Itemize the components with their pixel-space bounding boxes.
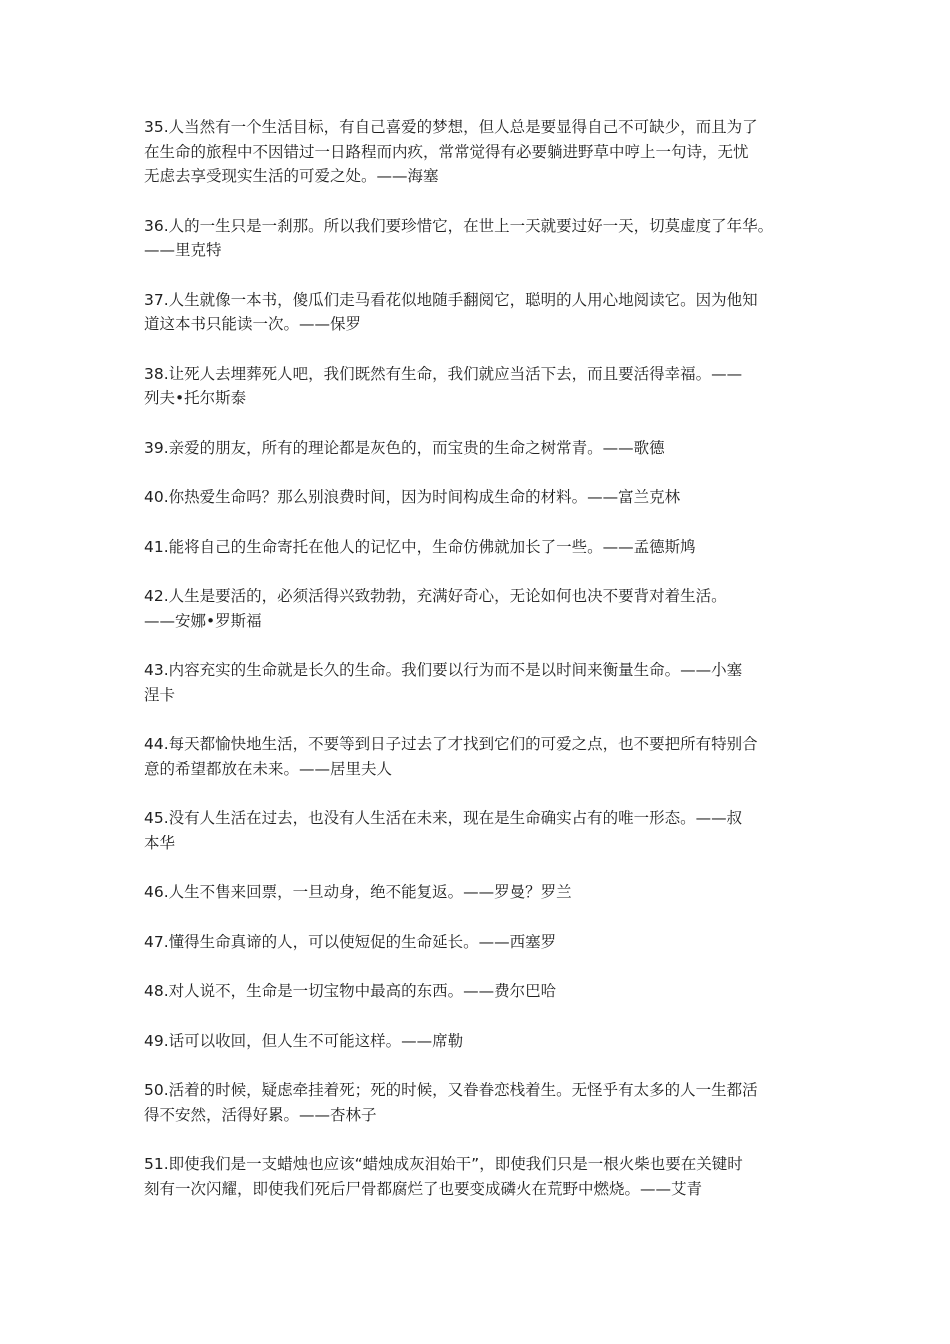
quote-paragraph: 41.能将自己的生命寄托在他人的记忆中，生命仿佛就加长了一些。——孟德斯鸠 <box>144 537 696 556</box>
quote-paragraph: 35.人当然有一个生活目标，有自己喜爱的梦想，但人总是要显得自己不可缺少，而且为了 在生命的旅程中不因错过一日路程而内疚，常常觉得有必要躺进野草中哼上一句诗，无忧 无虑去享受现实生活的可爱之处。——海塞 <box>144 118 758 185</box>
quote-paragraph: 38.让死人去埋葬死人吧，我们既然有生命，我们就应当活下去，而且要活得幸福。—— 列夫•托尔斯泰 <box>144 364 743 407</box>
quote-paragraph: 36.人的一生只是一刹那。所以我们要珍惜它，在世上一天就要过好一天，切莫虚度了年华。 ——里克特 <box>144 216 774 259</box>
quote-paragraph: 42.人生是要活的，必须活得兴致勃勃，充满好奇心，无论如何也决不要背对着生活。 ——安娜•罗斯福 <box>144 587 727 630</box>
quote-paragraph: 48.对人说不，生命是一切宝物中最高的东西。——费尔巴哈 <box>144 982 557 1000</box>
quote-paragraph: 43.内容充实的生命就是长久的生命。我们要以行为而不是以时间来衡量生命。——小塞 涅卡 <box>144 661 743 704</box>
quote-paragraph: 47.懂得生命真谛的人，可以使短促的生命延长。——西塞罗 <box>144 932 557 951</box>
quote-list <box>144 115 814 1226</box>
quote-paragraph: 46.人生不售来回票，一旦动身，绝不能复返。——罗曼？罗兰 <box>144 883 572 901</box>
quote-paragraph: 37.人生就像一本书，傻瓜们走马看花似地随手翻阅它，聪明的人用心地阅读它。因为他知 道这本书只能读一次。——保罗 <box>144 290 758 333</box>
quote-paragraph: 51.即使我们是一支蜡烛也应该“蜡烛成灰泪始干”，即使我们只是一根火柴也要在关键时 刻有一次闪耀，即使我们死后尸骨都腐烂了也要变成磷火在荒野中燃烧。——艾青 <box>144 1155 743 1198</box>
quote-paragraph: 40.你热爱生命吗？那么别浪费时间，因为时间构成生命的材料。——富兰克林 <box>144 488 681 506</box>
quote-paragraph: 45.没有人生活在过去，也没有人生活在未来，现在是生命确实占有的唯一形态。——叔 本华 <box>144 809 743 852</box>
quote-paragraph: 49.话可以收回，但人生不可能这样。——席勒 <box>144 1031 464 1050</box>
quote-paragraph: 50.活着的时候，疑虑牵挂着死；死的时候，又眷眷恋栈着生。无怪乎有太多的人一生都活 得不安然，活得好累。——杏林子 <box>144 1081 758 1124</box>
quote-paragraph: 39.亲爱的朋友，所有的理论都是灰色的，而宝贵的生命之树常青。——歌德 <box>144 438 665 457</box>
quote-paragraph: 44.每天都愉快地生活，不要等到日子过去了才找到它们的可爱之点，也不要把所有特别合 意的希望都放在未来。——居里夫人 <box>144 735 758 778</box>
